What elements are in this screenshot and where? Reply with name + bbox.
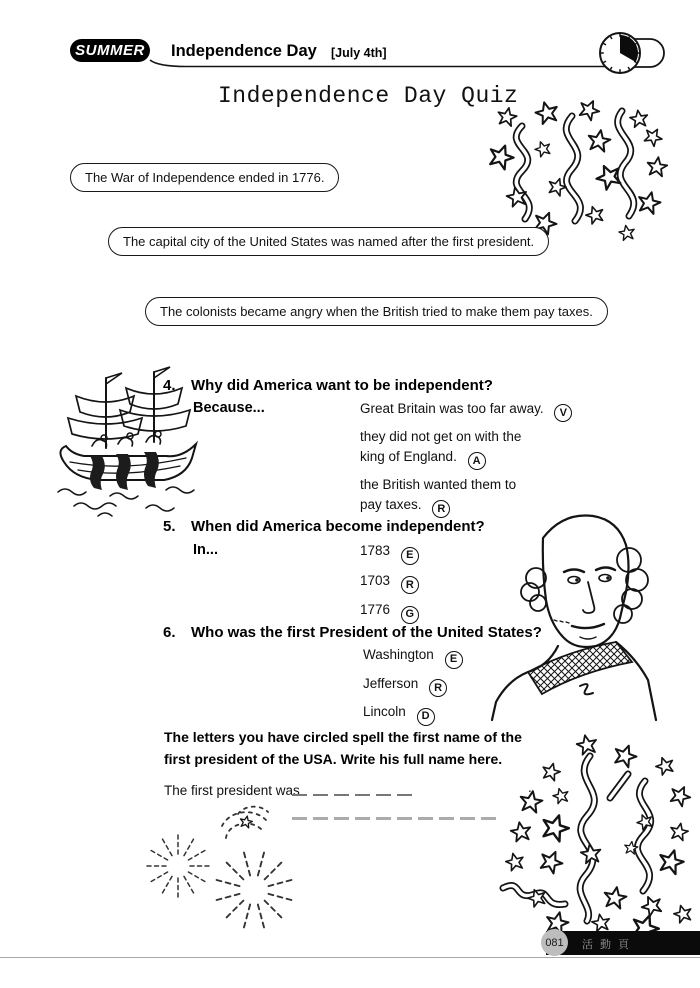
answer-blank[interactable] [355, 817, 370, 820]
season-badge: SUMMER [70, 39, 150, 62]
option-letter-circle[interactable]: E [445, 651, 463, 669]
question-6 [163, 624, 603, 722]
question-lead: In... [193, 542, 218, 558]
streamers-stars-illustration-bottom [495, 736, 700, 936]
option-text: Washington [363, 647, 434, 662]
answer-blank[interactable] [376, 817, 391, 820]
option-letter-circle[interactable]: G [401, 606, 419, 624]
option-letter-circle[interactable]: E [401, 547, 419, 565]
option-text: Jefferson [363, 675, 419, 691]
answer-blank[interactable] [418, 817, 433, 820]
sentence-period: . [528, 780, 532, 795]
footer-section-label: 活動頁 [582, 939, 636, 951]
answer-blank[interactable] [481, 817, 496, 820]
answer-option[interactable] [363, 645, 463, 669]
answer-blank[interactable] [334, 794, 349, 796]
fact-bubble: The colonists became angry when the British tried to make them pay taxes. [145, 297, 608, 326]
option-letter-circle[interactable]: D [417, 708, 435, 726]
answer-option[interactable] [360, 399, 572, 422]
answer-option[interactable] [360, 571, 419, 595]
answer-blank[interactable] [439, 817, 454, 820]
fact-bubble: The War of Independence ended in 1776. [70, 163, 339, 192]
answer-blank[interactable] [376, 794, 391, 796]
option-letter-circle[interactable]: A [468, 452, 486, 470]
streamers-stars-illustration-top [487, 101, 677, 239]
option-text: 1703 [360, 572, 391, 588]
question-text: Who was the first President of the United States? [191, 624, 542, 641]
option-letter-circle[interactable]: V [554, 404, 572, 422]
george-washington-portrait-illustration [488, 500, 666, 720]
answer-blank[interactable] [397, 794, 412, 796]
fact-bubble: The capital city of the United States was named after the first president. [108, 227, 549, 256]
question-number: 6. [163, 624, 176, 641]
bottom-rule [0, 957, 700, 958]
option-text: the British wanted them to [360, 477, 517, 492]
question-text: Why did America want to be independent? [191, 377, 493, 394]
answer-blanks-last-name[interactable] [292, 817, 496, 820]
question-lead: Because... [193, 400, 265, 416]
write-in-instruction: The letters you have circled spell the first name of the first president of the USA. Write his full name here. [164, 729, 522, 767]
answer-option[interactable] [363, 702, 463, 726]
clock-icon [600, 33, 640, 73]
option-text: pay taxes. [360, 497, 422, 512]
answer-prompt: The first president was [164, 783, 300, 798]
option-text: Great Britain was too far away. [360, 401, 544, 416]
option-text: they did not get on with the [360, 429, 522, 444]
lesson-title: Independence Day [171, 42, 317, 60]
lesson-date-tag: [July 4th] [331, 46, 387, 60]
answer-option[interactable] [360, 541, 419, 565]
page-title: Independence Day Quiz [218, 83, 519, 109]
question-number: 4. [163, 377, 176, 394]
answer-option[interactable] [360, 427, 572, 470]
question-text: When did America become independent? [191, 518, 485, 535]
question-4 [163, 377, 603, 515]
option-text: king of England. [360, 449, 457, 464]
option-text: 1783 [360, 543, 391, 558]
question-number: 5. [163, 518, 176, 535]
option-letter-circle[interactable]: R [401, 576, 419, 594]
option-letter-circle[interactable]: R [432, 500, 450, 518]
answer-blank[interactable] [460, 817, 475, 820]
answer-blank[interactable] [397, 817, 412, 820]
answer-blank[interactable] [334, 817, 349, 820]
answer-option[interactable] [363, 674, 463, 698]
option-text: Lincoln [363, 704, 406, 719]
page-number-badge: 081 [541, 929, 568, 956]
option-letter-circle[interactable]: R [429, 679, 447, 697]
fireworks-illustration [126, 792, 321, 942]
option-text: 1776 [360, 602, 391, 617]
answer-blank[interactable] [355, 794, 370, 796]
answer-option[interactable] [360, 600, 419, 624]
